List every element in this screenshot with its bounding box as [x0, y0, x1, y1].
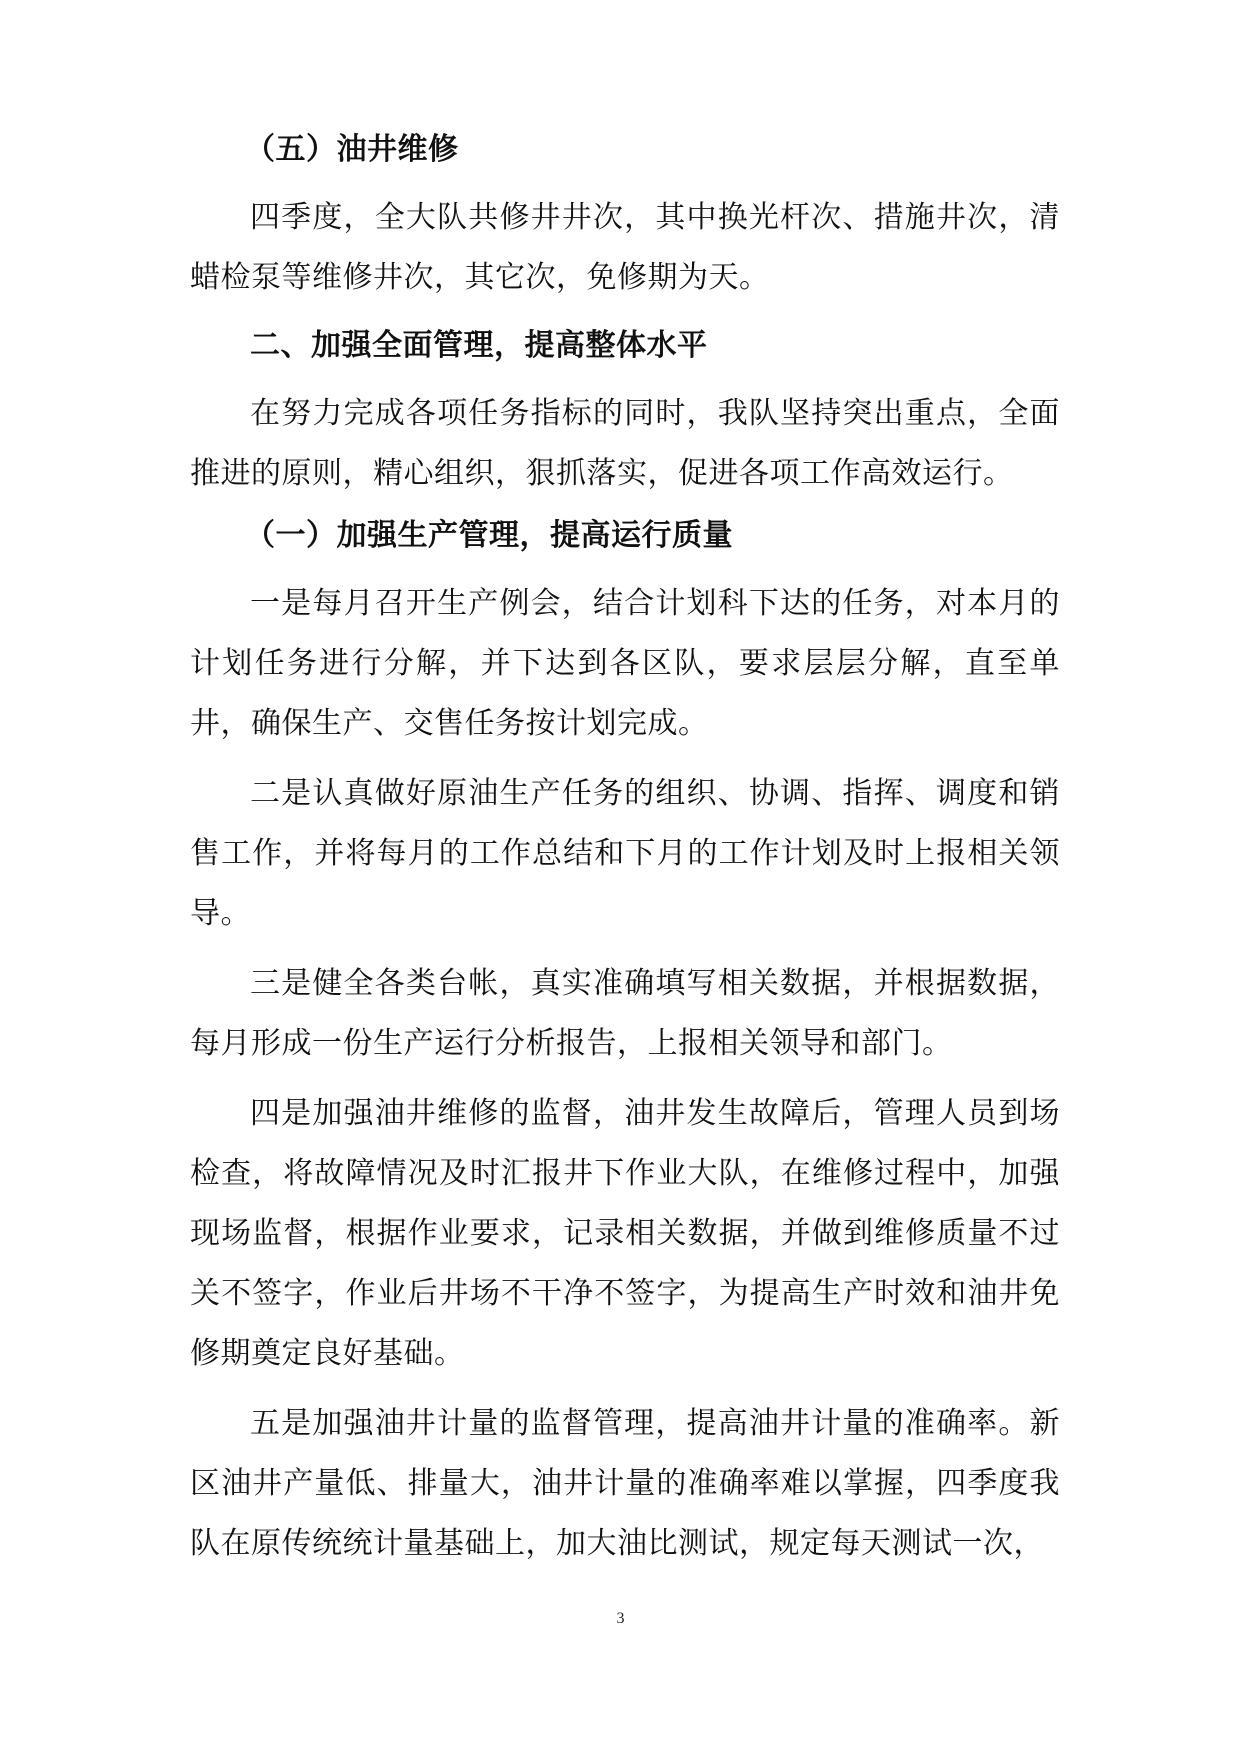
paragraph-item-4: 四是加强油井维修的监督，油井发生故障后，管理人员到场检查，将故障情况及时汇报井下作业大队，在维修过程中，加强现场监督，根据作业要求，记录相关数据，并做到维修质量不过关不签字，作业后井场不干净不签字，为提高生产时效和油井免修期奠定良好基础。: [190, 1096, 1060, 1371]
section-heading-management: 二、加强全面管理，提高整体水平: [250, 328, 708, 363]
paragraph-item-5: 五是加强油井计量的监督管理，提高油井计量的准确率。新区油井产量低、排量大，油井计量的准确率难以掌握，四季度我队在原传统统计量基础上，加大油比测试，规定每天测试一次，: [190, 1406, 1060, 1561]
paragraph-item-1: 一是每月召开生产例会，结合计划科下达的任务，对本月的计划任务进行分解，并下达到各区队，要求层层分解，直至单井，确保生产、交售任务按计划完成。: [190, 586, 1060, 741]
paragraph-maintenance-summary: 四季度，全大队共修井井次，其中换光杆次、措施井次，清蜡检泵等维修井次，其它次，免修期为天。: [190, 200, 1060, 295]
paragraph-management-intro: 在努力完成各项任务指标的同时，我队坚持突出重点，全面推进的原则，精心组织，狠抓落实，促进各项工作高效运行。: [190, 396, 1060, 491]
document-body: [190, 118, 1060, 1574]
section-heading-production: （一）加强生产管理，提高运行质量: [245, 518, 733, 553]
paragraph-item-2: 二是认真做好原油生产任务的组织、协调、指挥、调度和销售工作，并将每月的工作总结和下月的工作计划及时上报相关领导。: [190, 776, 1060, 931]
section-heading-well-maintenance: （五）油井维修: [245, 132, 459, 167]
page-number: 3: [616, 1610, 625, 1627]
paragraph-item-3: 三是健全各类台帐，真实准确填写相关数据，并根据数据，每月形成一份生产运行分析报告，上报相关领导和部门。: [190, 966, 1060, 1061]
